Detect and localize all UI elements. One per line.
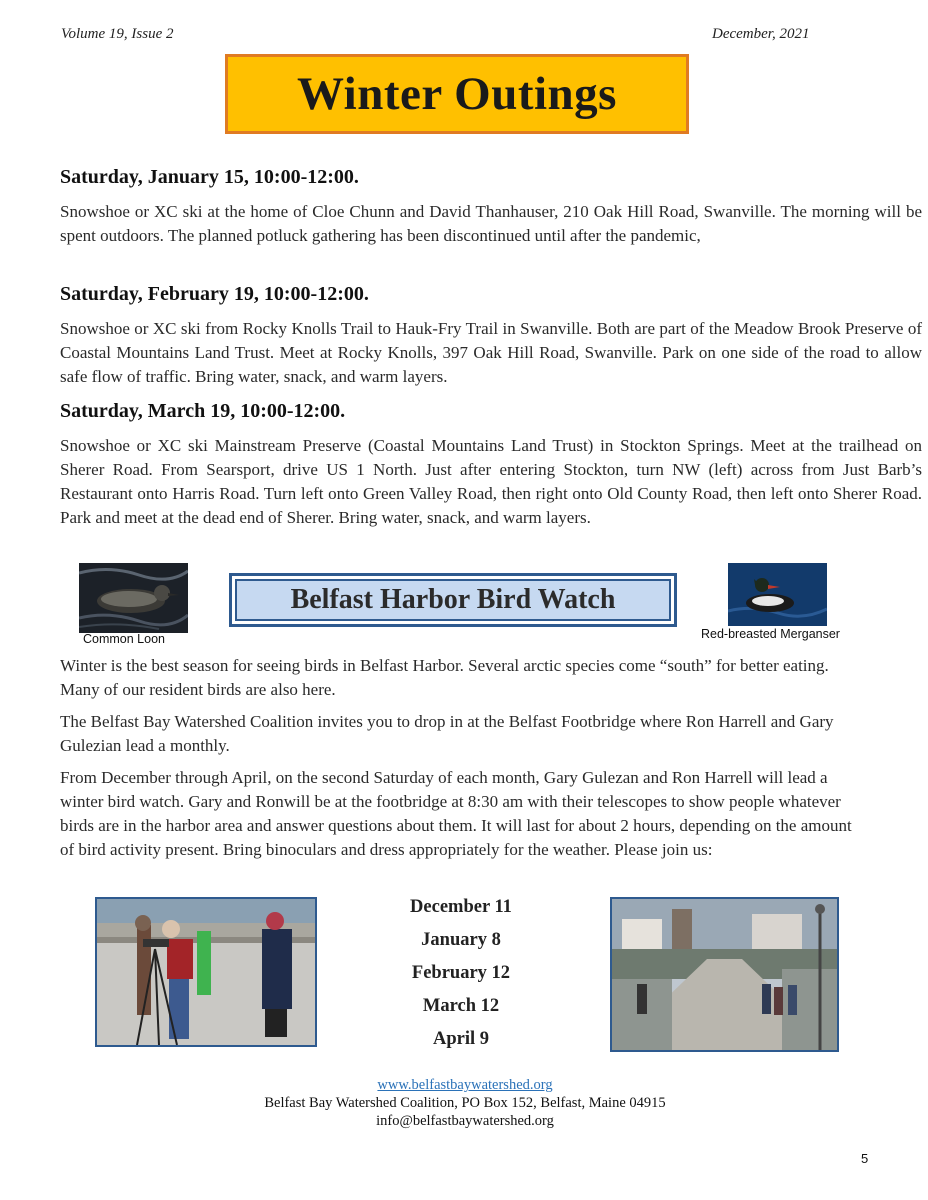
page-number: 5 [861,1151,869,1166]
event-march [60,400,922,530]
event-description: Snowshoe or XC ski at the home of Cloe Chunn and David Thanhauser, 210 Oak Hill Road, Swanville. The morning will be spent outdoors. The planned potluck gathering has been discontinued until after the pandemic, [60,202,922,245]
event-heading: Saturday, January 15, 10:00-12:00. [60,166,359,188]
watch-date: February 12 [411,963,511,983]
bird-watch-details [60,766,865,862]
winter-outings-banner [225,54,689,134]
event-january [60,166,922,248]
issue-date: December, 2021 [712,26,810,42]
bird-watch-title: Belfast Harbor Bird Watch [290,584,616,615]
bird-watch-banner [229,573,677,627]
event-description: Snowshoe or XC ski from Rocky Knolls Trail to Hauk-Fry Trail in Swanville. Both are part of the Meadow Brook Preserve of Coastal Mountains Land Trust. Meet at Rocky Knolls, 397 Oak Hill Road, Swanville. Park on one side of the road to allow safe flow of traffic. Bring water, snack, and warm layers. [60,319,922,386]
bird-watch-invite [60,710,860,758]
bird-watch-intro [60,654,860,702]
event-description: Snowshoe or XC ski Mainstream Preserve (Coastal Mountains Land Trust) in Stockton Springs. Meet at the trailhead on Sherer Road. From Searsport, drive US 1 North. Just after entering Stockton, turn NW (left) across from Just Barb’s Restaurant onto Harris Road. Turn left onto Green Valley Road, then right onto Old County Road, then left onto Sherer Road. Park and meet at the dead end of Sherer. Bring water, snack, and warm layers. [60,436,922,527]
event-heading: Saturday, February 19, 10:00-12:00. [60,283,369,305]
volume-issue: Volume 19, Issue 2 [61,26,174,42]
bird-watch-paragraph: Winter is the best season for seeing birds in Belfast Harbor. Several arctic species come “south” for better eating. Many of our resident birds are also here. [60,656,829,699]
mailing-address: Belfast Bay Watershed Coalition, PO Box 152, Belfast, Maine 04915 [264,1095,666,1111]
page-title: Winter Outings [297,68,617,120]
watch-date: December 11 [410,897,512,917]
watch-date: January 8 [421,930,501,950]
website-url[interactable]: www.belfastbaywatershed.org [377,1077,553,1093]
watch-date: April 9 [432,1029,489,1049]
bird-watch-dates [380,895,542,1060]
footbridge-photo [610,897,839,1052]
bird-watch-paragraph: From December through April, on the second Saturday of each month, Gary Gulezan and Ron Harrell will lead a winter bird watch. Gary and Ronwill be at the footbridge at 8:30 am with their telescopes to show people whatever birds are in the harbor area and answer questions about them. It will last for about 2 hours, depending on the amount of bird activity present. Bring binoculars and dress appropriately for the weather. Please join us: [60,768,852,859]
event-heading: Saturday, March 19, 10:00-12:00. [60,400,346,422]
merganser-photo [728,563,827,626]
event-february [60,283,922,389]
watch-date: March 12 [422,996,500,1016]
bird-watchers-photo [95,897,317,1047]
common-loon-photo [79,563,188,633]
bird-watch-paragraph: The Belfast Bay Watershed Coalition invites you to drop in at the Belfast Footbridge where Ron Harrell and Gary Gulezian lead a monthly. [60,712,834,755]
contact-email: info@belfastbaywatershed.org [376,1113,554,1129]
merganser-caption: Red-breasted Merganser [701,627,840,641]
website-link[interactable] [150,1077,780,1094]
loon-caption: Common Loon [83,632,165,646]
